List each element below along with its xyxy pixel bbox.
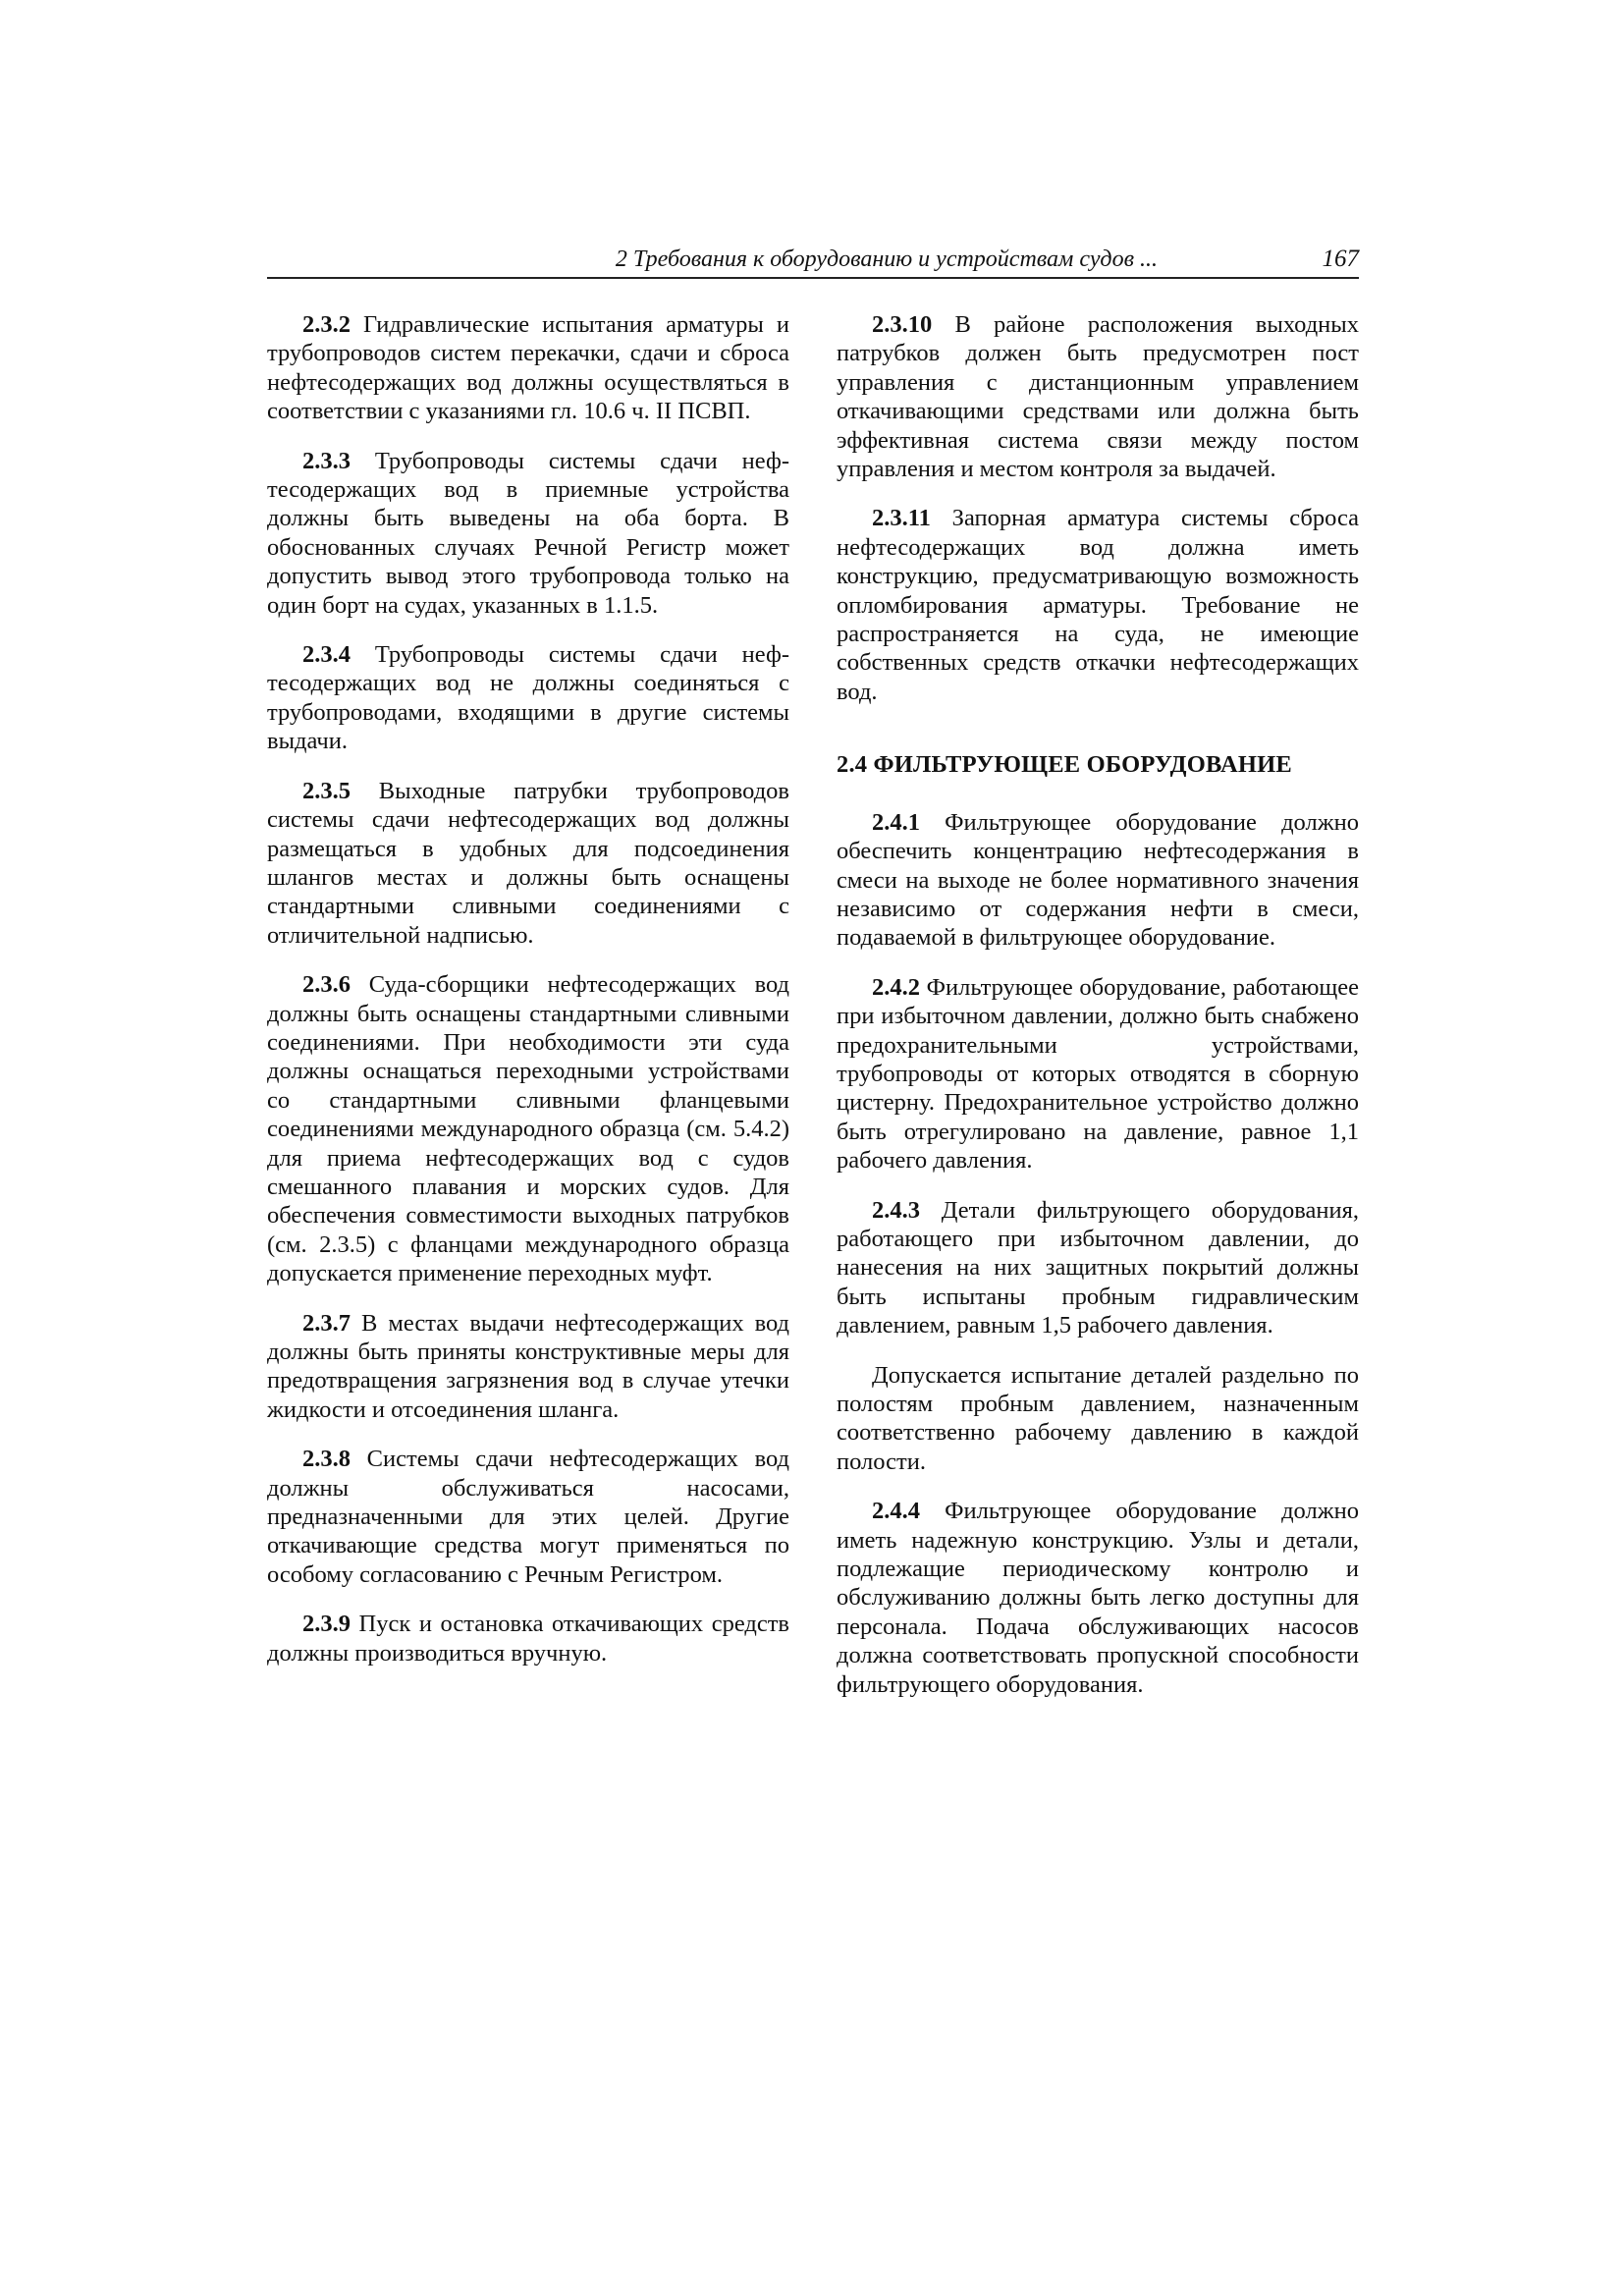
clause-text: Фильтрующее оборудование должно обеспечить концентрацию нефтесодержания в смеси на выходе не более нормативного значения независимо от содержания нефти в смеси, подаваемой в фильтрующее оборудование. [837, 808, 1359, 952]
paragraph-2-4-4 [837, 1497, 1359, 1699]
clause-text: Детали фильтрующего оборудования, работающего при избыточном давлении, до нанесения на них защитных покрытий должны быть испытаны пробным гидравлическим давлением, равным 1,5 рабочего давления. [837, 1196, 1359, 1339]
section-heading: 2.4 ФИЛЬТРУЮЩЕЕ ОБОРУДОВАНИЕ [837, 751, 1292, 779]
clause-text: Выходные патрубки трубопроводов системы сдачи нефтесодержащих вод должны размещаться в удобных для подсоединения шлангов местах и должны быть оснащены стандартными сливными соединениями с отличительной надписью. [267, 777, 789, 949]
clause-text: Трубопроводы системы сдачи нефтесодержащих вод не должны соединяться с трубопроводами, входящими в другие системы выдачи. [267, 641, 789, 755]
clause-text: Суда-сборщики нефтесодержащих вод должны быть оснащены стандартными сливными соединениями. При необходимости эти суда должны оснащаться переходными устройствами со стандартными сливными фланцевыми соединениями международного образца (см. 5.4.2) для приема нефтесодержащих вод с судов смешанного плавания и морских судов. Для обеспечения совместимости выходных патрубков (см. 2.3.5) с фланцами международного образца допускается применение переходных муфт. [267, 971, 789, 1287]
paragraph-2-3-11 [837, 504, 1359, 706]
page-number: 167 [1322, 246, 1359, 272]
paragraph-2-4-3 [837, 1196, 1359, 1340]
paragraph-2-3-9 [267, 1610, 789, 1667]
clause-number: 2.4.4 [872, 1498, 920, 1525]
paragraph-2-3-5 [267, 777, 789, 950]
clause-number: 2.3.7 [302, 1309, 351, 1337]
clause-text: Трубопроводы системы сдачи нефтесодержащих вод в приемные устройства должны быть выведены на оба борта. В обоснованных случаях Речной Регистр может допустить вывод этого трубопровода только на один борт на судах, указанных в 1.1.5. [267, 447, 789, 619]
paragraph-2-3-8 [267, 1445, 789, 1589]
clause-text: Гидравлические испытания арматуры и трубопроводов систем перекачки, сдачи и сброса нефтесодержащих вод должны осуществляться в соответствии с указаниями гл. 10.6 ч. II ПСВП. [267, 311, 789, 425]
paragraph-2-4-3-continued [837, 1361, 1359, 1477]
paragraph-2-3-6 [267, 970, 789, 1287]
clause-number: 2.3.10 [872, 311, 933, 338]
page-header [267, 238, 1359, 279]
clause-number: 2.3.9 [302, 1611, 351, 1638]
paragraph-2-3-4 [267, 640, 789, 756]
paragraph-2-4-1 [837, 808, 1359, 953]
clause-number: 2.3.2 [302, 311, 351, 338]
clause-number: 2.3.5 [302, 777, 351, 804]
paragraph-2-3-7 [267, 1309, 789, 1425]
clause-text: Системы сдачи нефтесодержащих вод должны обслуживаться насосами, предназначенными для этих целей. Другие откачивающие средства могут применяться по особому согласованию с Речным Регистром. [267, 1446, 789, 1588]
clause-number: 2.4.1 [872, 808, 920, 836]
clause-number: 2.3.8 [302, 1446, 351, 1473]
right-column [837, 310, 1359, 1720]
paragraph-2-4-2 [837, 973, 1359, 1175]
running-title: 2 Требования к оборудованию и устройствам судов ... [615, 246, 1158, 272]
clause-text: Фильтрующее оборудование должно иметь надежную конструкцию. Узлы и детали, подлежащие периодическому контролю и обслуживанию должны быть легко доступны для персонала. Подача обслуживающих насосов должна соответствовать пропускной способности фильтрующего оборудования. [837, 1498, 1359, 1698]
clause-number: 2.3.11 [872, 505, 931, 532]
clause-number: 2.3.6 [302, 971, 351, 999]
paragraph-2-3-3 [267, 447, 789, 620]
clause-number: 2.3.3 [302, 447, 351, 474]
paragraph-2-3-2 [267, 310, 789, 426]
clause-text: Допускается испытание деталей раздельно по полостям пробным давлением, назначенным соответственно рабочему давлению в каждой полости. [837, 1361, 1359, 1475]
left-column [267, 310, 789, 1688]
clause-text: В местах выдачи нефтесодержащих вод должны быть приняты конструктивные меры для предотвращения загрязнения вод в случае утечки жидкости и отсоединения шланга. [267, 1309, 789, 1423]
clause-number: 2.4.3 [872, 1196, 920, 1224]
clause-text: Пуск и остановка откачивающих средств должны производиться вручную. [267, 1611, 789, 1667]
clause-number: 2.3.4 [302, 641, 351, 669]
clause-text: Запорная арматура системы сброса нефтесодержащих вод должна иметь конструкцию, предусматривающую возможность опломбирования арматуры. Требование не распространяется на суда, не имеющие собственных средств откачки нефтесодержащих вод. [837, 505, 1359, 705]
clause-number: 2.4.2 [872, 973, 920, 1001]
paragraph-2-3-10 [837, 310, 1359, 483]
clause-text: Фильтрующее оборудование, работающее при избыточном давлении, должно быть снабжено предохранительными устройствами, трубопроводы от которых отводятся в сборную цистерну. Предохранительное устройство должно быть отрегулировано на давление, равное 1,1 рабочего давления. [837, 973, 1359, 1175]
clause-text: В районе расположения выходных патрубков должен быть предусмотрен пост управления с дистанционным управлением откачивающими средствами или должна быть эффективная система связи между постом управления и местом контроля за выдачей. [837, 311, 1359, 483]
